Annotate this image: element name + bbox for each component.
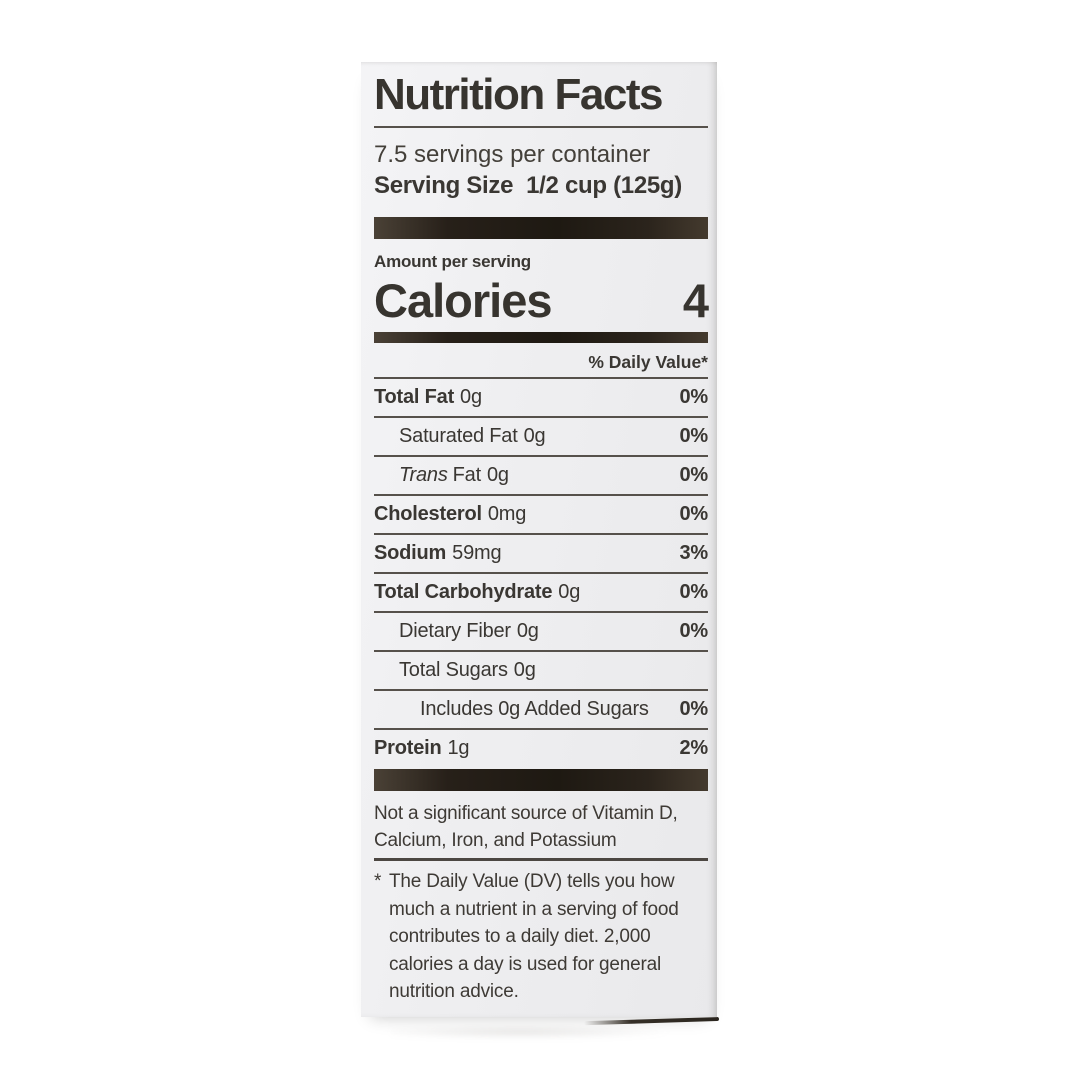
nutrient-daily-value: 0%	[679, 464, 708, 486]
nutrient-name: Total Fat 0g	[374, 386, 482, 408]
nutrient-row-added-sugars	[374, 691, 708, 730]
label-title: Nutrition Facts	[374, 70, 662, 119]
nutrient-daily-value: 0%	[679, 503, 708, 525]
nutrient-row-trans-fat	[374, 457, 708, 496]
nutrient-daily-value: 2%	[679, 736, 708, 759]
nutrient-daily-value: 0%	[679, 620, 708, 642]
nutrient-row-total-carbohydrate	[374, 574, 708, 613]
daily-value-footnote	[374, 868, 711, 1006]
footnote-asterisk: *	[374, 871, 382, 892]
separator-bar-thick	[374, 769, 708, 791]
nutrient-row-dietary-fiber	[374, 613, 708, 652]
divider-thin	[374, 126, 708, 128]
nutrient-daily-value: 3%	[679, 542, 708, 564]
serving-size-line	[374, 170, 708, 201]
nutrient-name: Saturated Fat 0g	[399, 425, 546, 447]
nutrient-row-sodium	[374, 535, 708, 574]
nutrient-row-saturated-fat	[374, 418, 708, 457]
label-drop-shadow	[391, 1025, 677, 1039]
nutrient-rows	[374, 379, 708, 766]
separator-bar-medium	[374, 332, 708, 343]
calories-value: 4	[682, 274, 708, 327]
divider-heavy	[374, 858, 708, 861]
nutrient-row-protein	[374, 730, 708, 766]
nutrient-row-total-sugars	[374, 652, 708, 691]
serving-size-label: Serving Size	[374, 172, 514, 199]
nutrient-row-cholesterol	[374, 496, 708, 535]
nutrient-name: Dietary Fiber 0g	[399, 620, 539, 642]
nutrient-name: Protein 1g	[374, 736, 470, 759]
serving-size-value: 1/2 cup (125g)	[526, 172, 682, 199]
nutrient-daily-value: 0%	[679, 425, 708, 447]
nutrient-name: Cholesterol 0mg	[374, 503, 527, 525]
separator-bar-thick	[374, 217, 708, 239]
not-significant-note: Not a significant source of Vitamin D, Calcium, Iron, and Potassium	[374, 803, 678, 851]
nutrition-facts-label	[361, 62, 717, 1017]
nutrient-daily-value: 0%	[679, 581, 708, 603]
nutrient-daily-value: 0%	[679, 698, 708, 720]
label-bottom-edge-shadow	[584, 1017, 719, 1025]
calories-label: Calories	[374, 274, 552, 327]
nutrient-name: Total Sugars 0g	[399, 659, 536, 681]
nutrient-name: Total Carbohydrate 0g	[374, 581, 581, 603]
nutrient-daily-value: 0%	[679, 386, 708, 408]
nutrient-name: Trans Fat 0g	[399, 464, 509, 486]
calories-row	[374, 276, 708, 326]
nutrient-name: Sodium 59mg	[374, 542, 502, 564]
nutrient-row-total-fat	[374, 379, 708, 418]
amount-per-serving-label: Amount per serving	[374, 252, 531, 271]
nutrient-name: Includes 0g Added Sugars	[420, 698, 649, 720]
footnote-text: The Daily Value (DV) tells you how much a nutrient in a serving of food contributes to a daily diet. 2,000 calories a day is used for general nutrition advice.	[389, 871, 679, 1002]
servings-per-container: 7.5 servings per container	[374, 141, 651, 168]
daily-value-header: % Daily Value*	[588, 352, 708, 372]
